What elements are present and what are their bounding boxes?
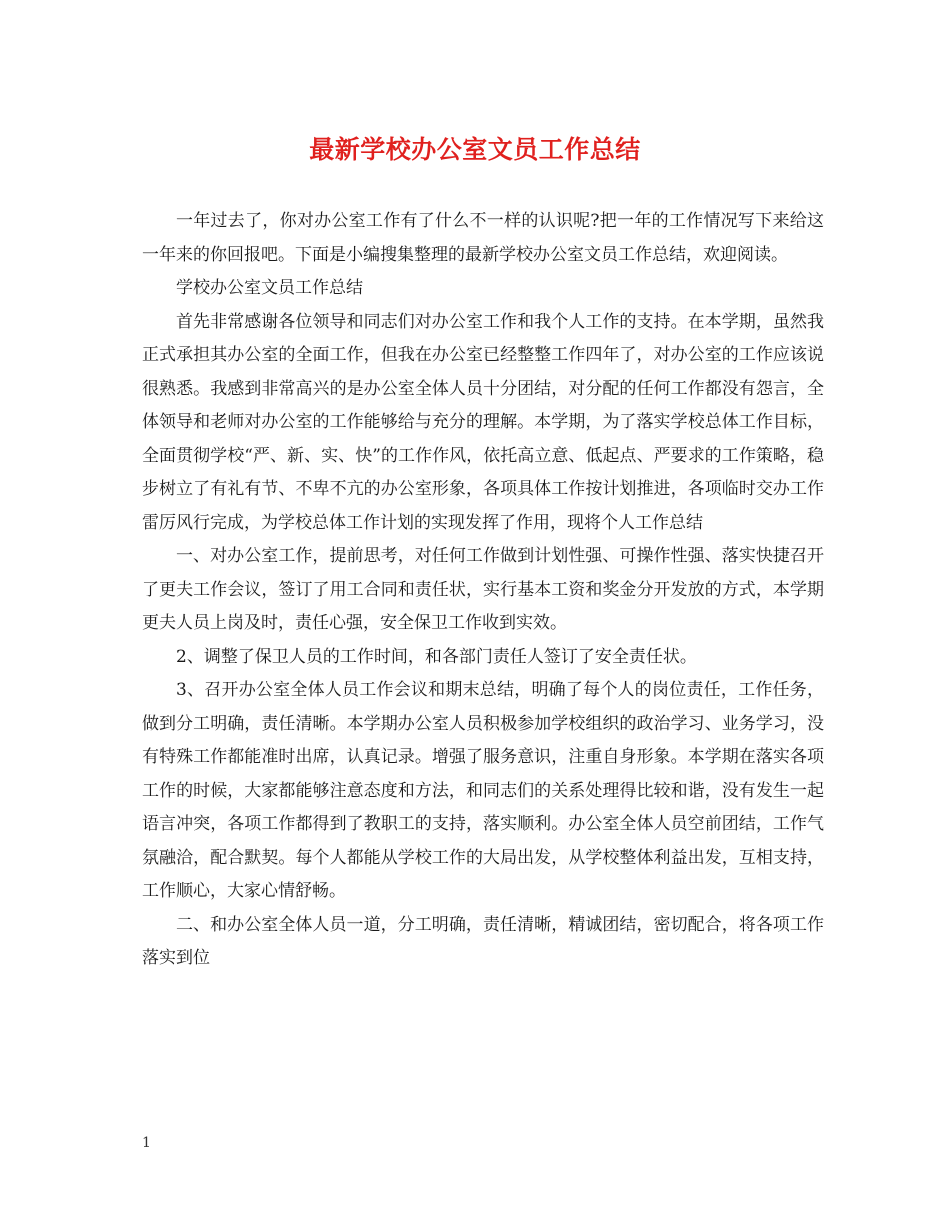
paragraph-item-two: 2、调整了保卫人员的工作时间，和各部门责任人签订了安全责任状。: [176, 646, 697, 667]
document-title: 最新学校办公室文员工作总结: [309, 135, 641, 164]
document-body: [142, 205, 824, 976]
paragraph-opening: 首先非常感谢各位领导和同志们对办公室工作和我个人工作的支持。在本学期，虽然我正式承担其办公室的全面工作，但我在办公室已经整整工作四年了，对办公室的工作应该说很熟悉。我感到非常高兴的是办公室全体人员十分团结，对分配的任何工作都没有怨言，全体领导和老师对办公室的工作能够给与充分的理解。本学期，为了落实学校总体工作目标，全面贯彻学校“严、新、实、快”的工作作风，依托高立意、低起点、严要求的工作策略，稳步树立了有礼有节、不卑不亢的办公室形象，各项具体工作按计划推进，各项临时交办工作雷厉风行完成，为学校总体工作计划的实现发挥了作用，现将个人工作总结: [142, 311, 824, 533]
page-number: 1: [142, 1135, 151, 1151]
paragraph-section-two: 二、和办公室全体人员一道，分工明确，责任清晰，精诚团结，密切配合，将各项工作落实到位: [142, 914, 824, 968]
paragraph-intro: 一年过去了，你对办公室工作有了什么不一样的认识呢?把一年的工作情况写下来给这一年来的你回报吧。下面是小编搜集整理的最新学校办公室文员工作总结，欢迎阅读。: [142, 211, 824, 265]
paragraph-section-one: 一、对办公室工作，提前思考，对任何工作做到计划性强、可操作性强、落实快捷召开了更夫工作会议，签订了用工合同和责任状，实行基本工资和奖金分开发放的方式，本学期更夫人员上岗及时，责任心强，安全保卫工作收到实效。: [142, 546, 824, 633]
paragraph-item-three: 3、召开办公室全体人员工作会议和期末总结，明确了每个人的岗位责任，工作任务，做到分工明确，责任清晰。本学期办公室人员积极参加学校组织的政治学习、业务学习，没有特殊工作都能准时出席，认真记录。增强了服务意识，注重自身形象。本学期在落实各项工作的时候，大家都能够注意态度和方法，和同志们的关系处理得比较和谐，没有发生一起语言冲突，各项工作都得到了教职工的支持，落实顺利。办公室全体人员空前团结，工作气氛融洽，配合默契。每个人都能从学校工作的大局出发，从学校整体利益出发，互相支持，工作顺心，大家心情舒畅。: [142, 680, 824, 901]
paragraph-subtitle: 学校办公室文员工作总结: [176, 278, 363, 298]
